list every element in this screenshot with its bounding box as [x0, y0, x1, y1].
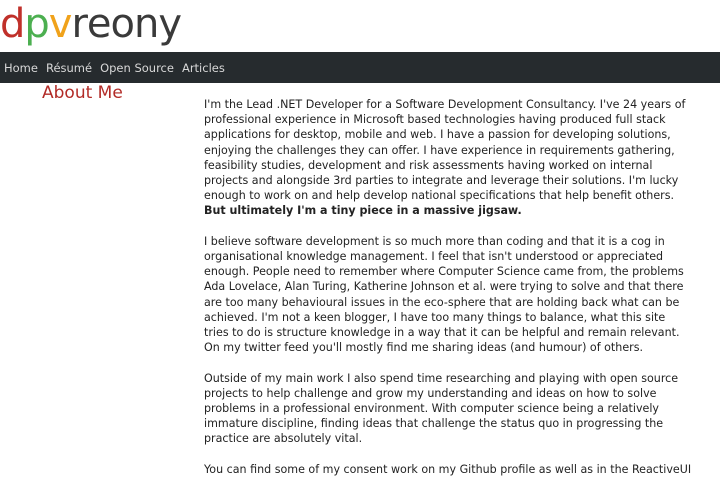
logo-letter: p: [24, 1, 49, 47]
nav-resume-link[interactable]: Résumé: [45, 60, 93, 75]
nav-home-link[interactable]: Home: [4, 60, 38, 75]
logo-letter: v: [48, 1, 72, 47]
site-logo[interactable]: [0, 2, 181, 46]
intro-bold-text: But ultimately I'm a tiny piece in a massive jigsaw.: [204, 204, 522, 218]
philosophy-paragraph: I believe software development is so much more than coding and that it is a cog in organisational knowledge management. I feel that isn't understood or appreciated enough. People need to remember where Computer Science came from, the problems Ada Lovelace, Alan Turing, Katherine Johnson et al. were trying to solve and that there are too many behavioural issues in the eco-sphere that are holding back what can be achieved. I'm not a keen blogger, I have too many things to balance, what this site tries to do is structure knowledge in a way that it can be helpful and remain relevant. On my twitter feed you'll mostly find me sharing ideas (and humour) of others.: [204, 234, 684, 355]
logo-letter: e: [86, 1, 111, 47]
logo-letter: o: [110, 1, 134, 47]
open-source-paragraph: Outside of my main work I also spend time researching and playing with open source projects to help challenge and grow my understanding and ideas on how to solve problems in a professional environment. With computer science being a relatively immature discipline, finding ideas that challenge the status quo in progressing the practice are absolutely vital.: [204, 371, 679, 446]
about-content: [204, 97, 692, 492]
about-me-heading: About Me: [42, 83, 123, 103]
logo-letter: y: [158, 1, 182, 47]
github-paragraph: You can find some of my consent work on my Github profile as well as in the ReactiveUI: [204, 462, 692, 476]
logo-letter: n: [134, 1, 159, 47]
nav-open-source-link[interactable]: Open Source: [100, 60, 174, 75]
intro-paragraph: [204, 97, 692, 219]
main-nav: [0, 52, 720, 83]
logo-letter: r: [71, 1, 87, 47]
intro-text: I'm the Lead .NET Developer for a Software Development Consultancy. I've 24 years of professional experience in Microsoft based technologies having produced full stack applications for desktop, mobile and web. I have a passion for developing solutions, enjoying the challenges they can offer. I have experience in requirements gathering, feasibility studies, development and risk assessments having worked on internal projects and alongside 3rd parties to integrate and leverage their solutions. I'm lucky enough to work on and help develop national specifications that help benefit others.: [204, 98, 686, 203]
logo-letter: d: [0, 1, 25, 47]
site-header: [0, 0, 720, 52]
nav-articles-link[interactable]: Articles: [181, 60, 225, 75]
